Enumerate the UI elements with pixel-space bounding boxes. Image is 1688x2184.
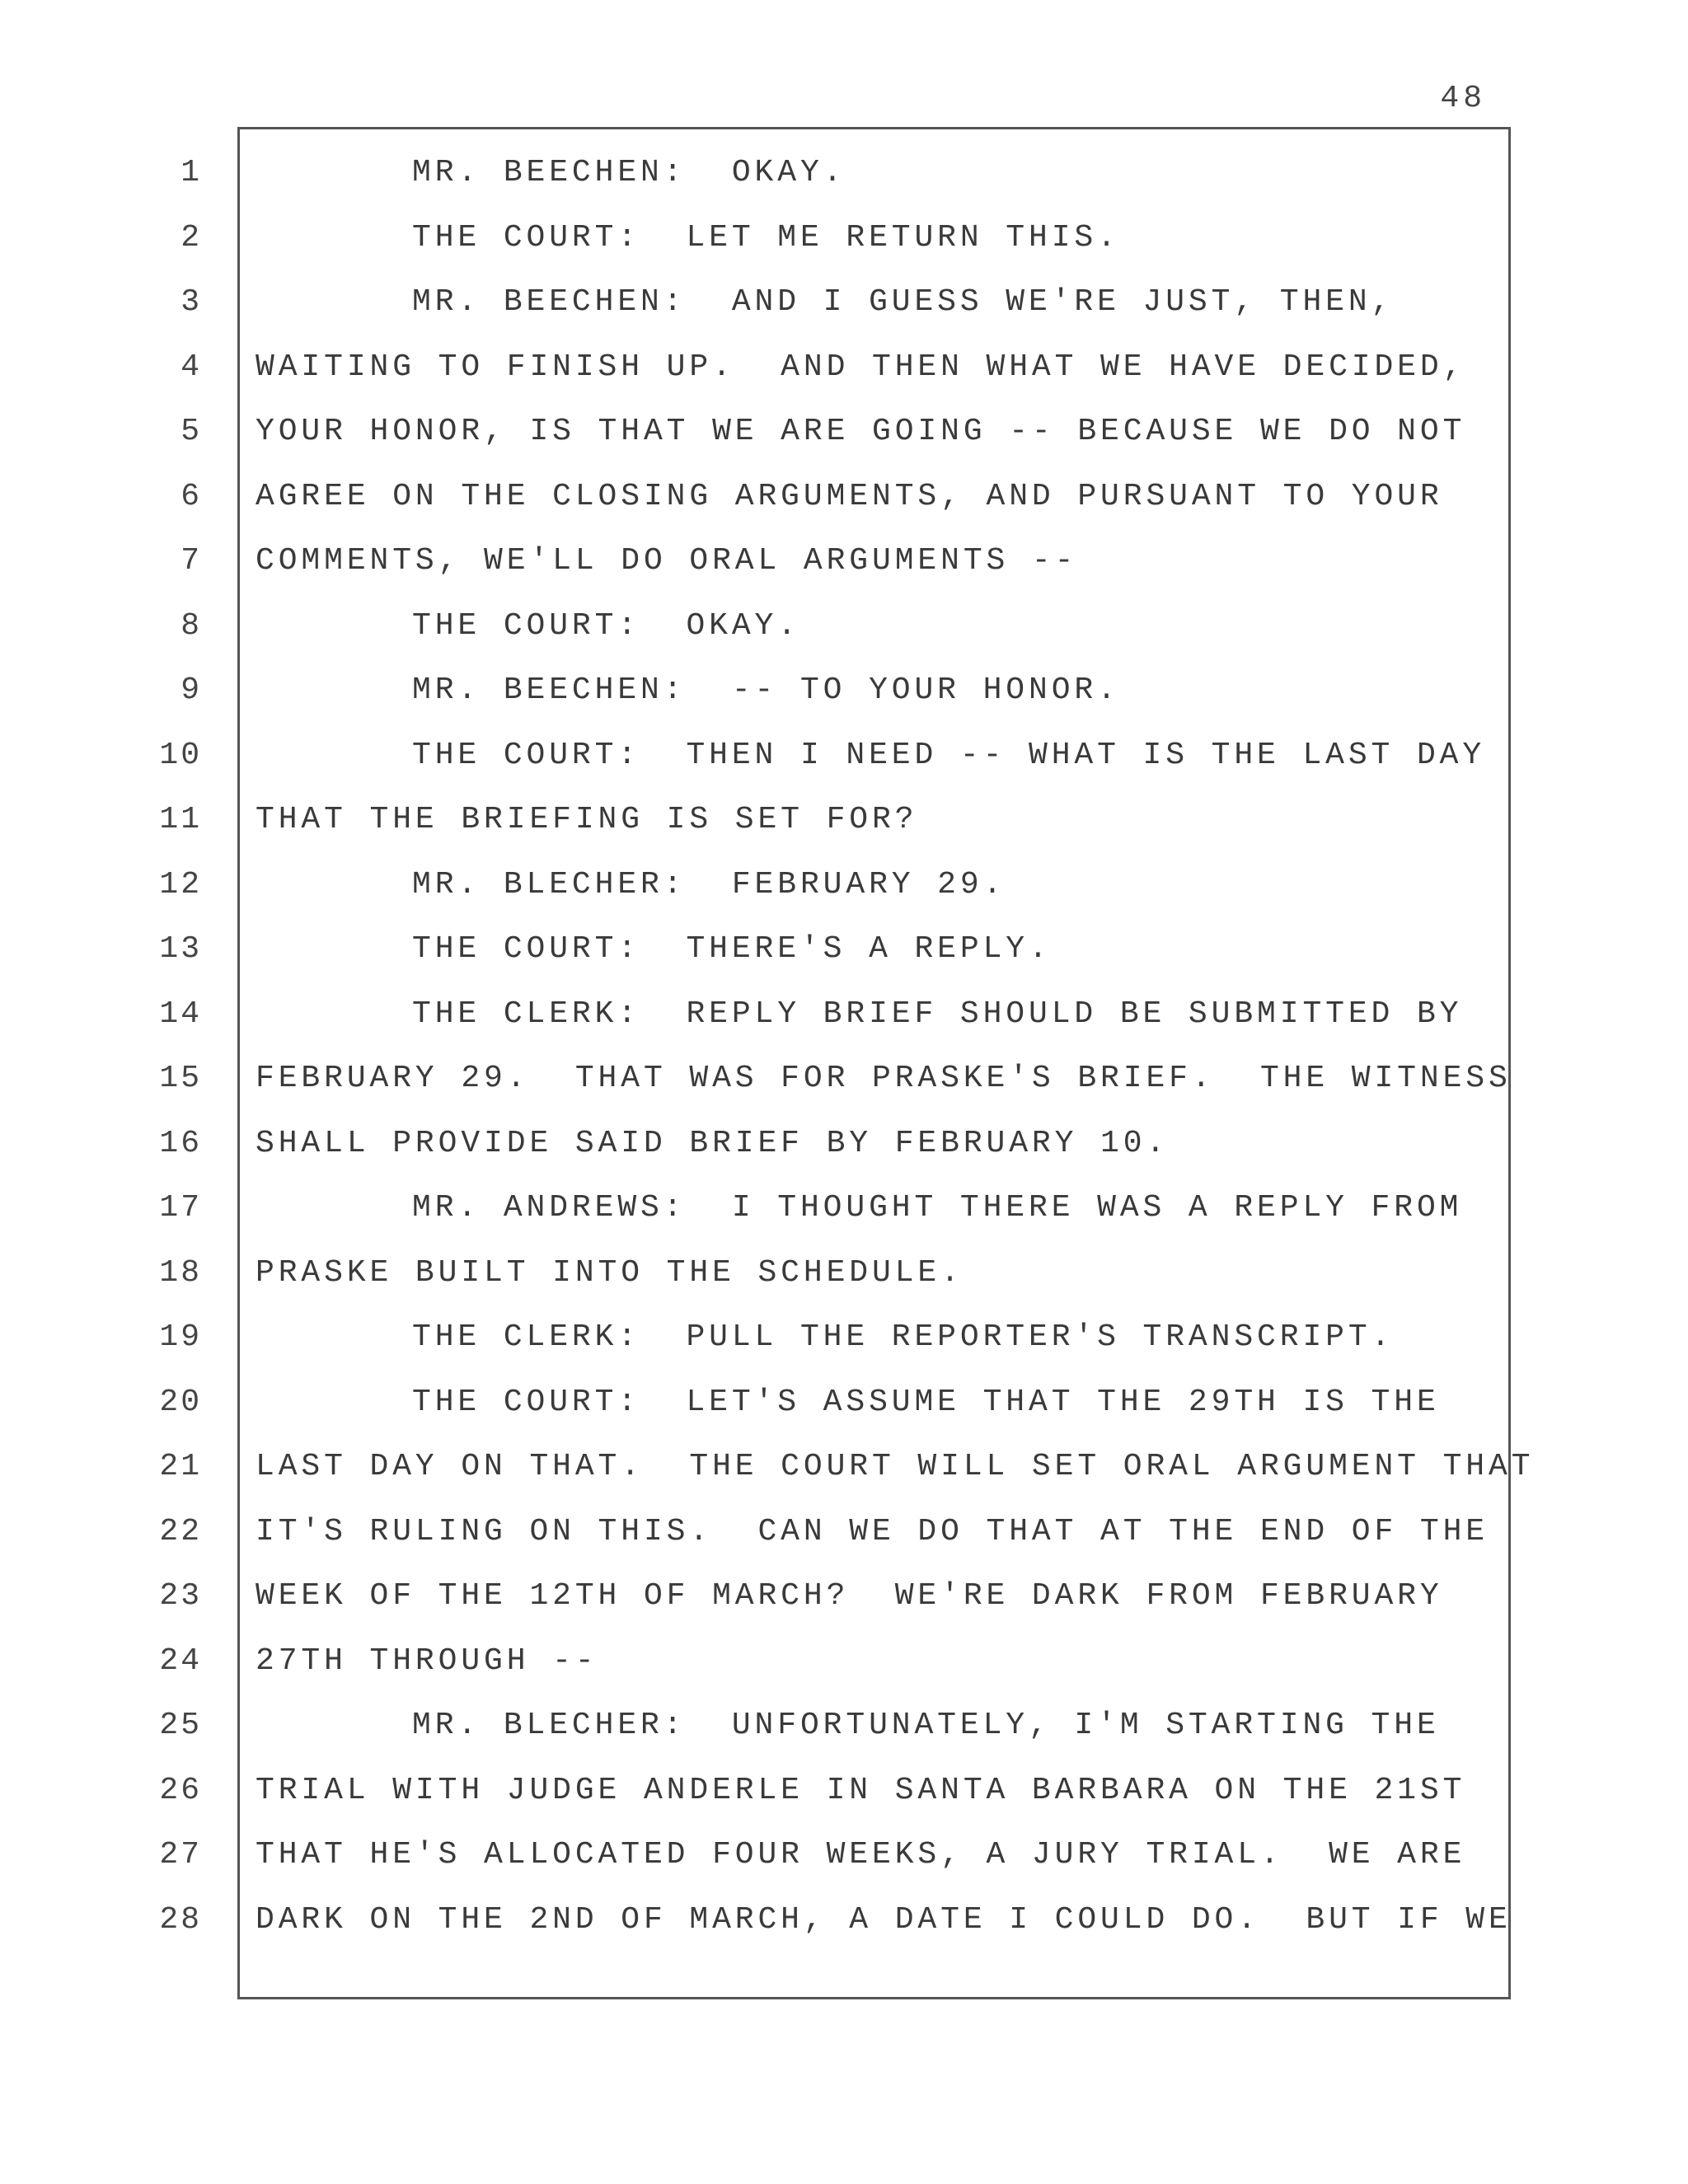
- line-number: 21: [159, 1449, 202, 1484]
- line-number: 14: [159, 996, 202, 1032]
- line-number-column: [124, 152, 202, 1964]
- line-number: 15: [159, 1061, 202, 1096]
- transcript-line: SHALL PROVIDE SAID BRIEF BY FEBRUARY 10.: [256, 1125, 1170, 1161]
- line-number: 12: [159, 866, 202, 902]
- transcript-body: [256, 152, 1535, 1964]
- line-number: 22: [159, 1513, 202, 1549]
- line-number: 6: [181, 478, 202, 514]
- line-number: 20: [159, 1384, 202, 1420]
- line-number: 27: [159, 1837, 202, 1872]
- transcript-line: IT'S RULING ON THIS. CAN WE DO THAT AT THE END OF THE: [256, 1513, 1489, 1549]
- line-number: 11: [159, 802, 202, 837]
- transcript-line: LAST DAY ON THAT. THE COURT WILL SET ORAL ARGUMENT THAT: [256, 1449, 1535, 1484]
- transcript-line: THE COURT: THEN I NEED -- WHAT IS THE LAST DAY: [412, 737, 1486, 773]
- transcript-line: PRASKE BUILT INTO THE SCHEDULE.: [256, 1254, 964, 1291]
- line-number: 9: [181, 673, 202, 708]
- line-number: 13: [159, 931, 202, 967]
- transcript-line: MR. BLECHER: FEBRUARY 29.: [412, 866, 1006, 902]
- transcript-line: AGREE ON THE CLOSING ARGUMENTS, AND PURSUANT TO YOUR: [256, 478, 1443, 514]
- transcript-line: THE COURT: THERE'S A REPLY.: [412, 931, 1052, 967]
- transcript-line: THAT THE BRIEFING IS SET FOR?: [256, 802, 918, 837]
- page-number: 48: [1440, 81, 1486, 116]
- transcript-line: FEBRUARY 29. THAT WAS FOR PRASKE'S BRIEF. THE WITNESS: [256, 1061, 1512, 1096]
- line-number: 24: [159, 1643, 202, 1679]
- line-number: 25: [159, 1708, 202, 1743]
- line-number: 8: [181, 607, 202, 644]
- transcript-line: 27TH THROUGH --: [256, 1643, 598, 1679]
- line-number: 17: [159, 1190, 202, 1226]
- transcript-line: THE COURT: LET'S ASSUME THAT THE 29TH IS THE: [412, 1384, 1440, 1420]
- line-number: 4: [181, 349, 202, 385]
- line-number: 23: [159, 1578, 202, 1614]
- line-number: 18: [159, 1254, 202, 1291]
- line-number: 16: [159, 1125, 202, 1161]
- transcript-line: MR. ANDREWS: I THOUGHT THERE WAS A REPLY FROM: [412, 1190, 1463, 1226]
- transcript-line: YOUR HONOR, IS THAT WE ARE GOING -- BECAUSE WE DO NOT: [256, 414, 1466, 449]
- transcript-line: MR. BEECHEN: -- TO YOUR HONOR.: [412, 673, 1120, 708]
- line-number: 1: [181, 155, 202, 190]
- transcript-line: THE CLERK: REPLY BRIEF SHOULD BE SUBMITTED BY: [412, 996, 1463, 1032]
- transcript-line: THE CLERK: PULL THE REPORTER'S TRANSCRIPT.: [412, 1319, 1395, 1355]
- line-number: 5: [181, 414, 202, 449]
- transcript-line: DARK ON THE 2ND OF MARCH, A DATE I COULD DO. BUT IF WE: [256, 1901, 1512, 1938]
- line-number: 7: [181, 543, 202, 579]
- line-number: 26: [159, 1772, 202, 1808]
- transcript-line: COMMENTS, WE'LL DO ORAL ARGUMENTS --: [256, 543, 1078, 579]
- transcript-line: WEEK OF THE 12TH OF MARCH? WE'RE DARK FROM FEBRUARY: [256, 1578, 1443, 1614]
- transcript-line: WAITING TO FINISH UP. AND THEN WHAT WE HAVE DECIDED,: [256, 349, 1466, 385]
- transcript-line: THE COURT: OKAY.: [412, 607, 800, 644]
- transcript-line: TRIAL WITH JUDGE ANDERLE IN SANTA BARBARA ON THE 21ST: [256, 1772, 1466, 1808]
- transcript-line: THAT HE'S ALLOCATED FOUR WEEKS, A JURY TRIAL. WE ARE: [256, 1837, 1466, 1872]
- line-number: 19: [159, 1319, 202, 1355]
- line-number: 28: [159, 1901, 202, 1938]
- line-number: 10: [159, 737, 202, 773]
- line-number: 2: [181, 219, 202, 255]
- transcript-line: MR. BEECHEN: OKAY.: [412, 155, 846, 190]
- transcript-line: MR. BEECHEN: AND I GUESS WE'RE JUST, THEN,: [412, 284, 1395, 320]
- transcript-line: MR. BLECHER: UNFORTUNATELY, I'M STARTING THE: [412, 1708, 1440, 1743]
- transcript-line: THE COURT: LET ME RETURN THIS.: [412, 219, 1120, 255]
- line-number: 3: [181, 284, 202, 320]
